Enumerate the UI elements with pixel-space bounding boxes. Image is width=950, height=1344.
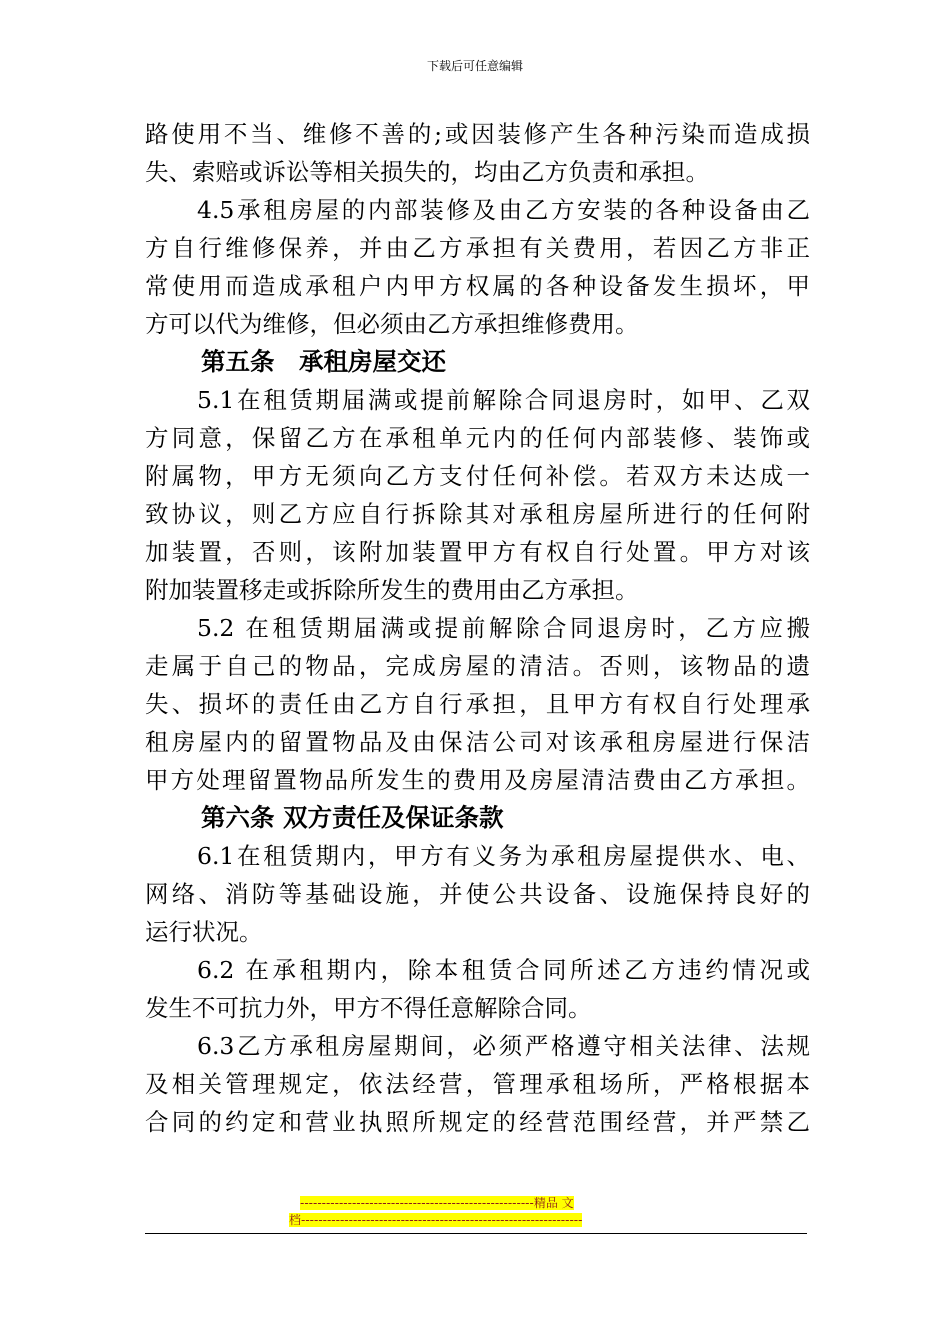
footer-watermark xyxy=(289,1195,661,1229)
text-line: 租房屋内的留置物品及由保洁公司对该承租房屋进行保洁 xyxy=(145,728,810,756)
text-line: 方同意，保留乙方在承租单元内的任何内部装修、装饰或 xyxy=(145,424,810,452)
text-line: 失、索赔或诉讼等相关损失的，均由乙方负责和承担。 xyxy=(145,158,709,186)
text-line: 走属于自己的物品，完成房屋的清洁。否则，该物品的遗 xyxy=(145,652,810,680)
footer-divider xyxy=(145,1233,807,1234)
text-line: 常使用而造成承租户内甲方权属的各种设备发生损坏，甲 xyxy=(145,272,810,300)
text-line: 5.1在租赁期届满或提前解除合同退房时，如甲、乙双 xyxy=(197,386,810,414)
text-line: 合同的约定和营业执照所规定的经营范围经营，并严禁乙 xyxy=(145,1108,810,1136)
text-line: 甲方处理留置物品所发生的费用及房屋清洁费由乙方承担。 xyxy=(145,766,810,794)
text-line: 发生不可抗力外，甲方不得任意解除合同。 xyxy=(145,994,592,1022)
text-line: 4.5承租房屋的内部装修及由乙方安装的各种设备由乙 xyxy=(197,196,810,224)
text-line: 6.1在租赁期内，甲方有义务为承租房屋提供水、电、 xyxy=(197,842,810,870)
section-heading: 第六条 双方责任及保证条款 xyxy=(201,803,504,832)
text-line: 及相关管理规定，依法经营，管理承租场所，严格根据本 xyxy=(145,1070,810,1098)
text-line: 附属物，甲方无须向乙方支付任何补偿。若双方未达成一 xyxy=(145,462,810,490)
text-line: 附加装置移走或拆除所发生的费用由乙方承担。 xyxy=(145,576,639,604)
text-line: 5.2 在租赁期届满或提前解除合同退房时，乙方应搬 xyxy=(197,614,810,642)
text-line: 6.3乙方承租房屋期间，必须严格遵守相关法律、法规 xyxy=(197,1032,810,1060)
footer-line-1: ------------------------------------------------------精品 文 xyxy=(300,1196,574,1210)
page-header-note: 下载后可任意编辑 xyxy=(426,59,523,73)
text-line: 6.2 在承租期内，除本租赁合同所述乙方违约情况或 xyxy=(197,956,810,984)
text-line: 加装置，否则，该附加装置甲方有权自行处置。甲方对该 xyxy=(145,538,810,566)
text-line: 方自行维修保养，并由乙方承担有关费用，若因乙方非正 xyxy=(145,234,810,262)
text-line: 网络、消防等基础设施，并使公共设备、设施保持良好的 xyxy=(145,880,810,908)
text-line: 方可以代为维修，但必须由乙方承担维修费用。 xyxy=(145,310,639,338)
text-line: 运行状况。 xyxy=(145,918,263,946)
document-body xyxy=(145,115,810,1141)
text-line: 致协议，则乙方应自行拆除其对承租房屋所进行的任何附 xyxy=(145,500,810,528)
text-line: 路使用不当、维修不善的;或因装修产生各种污染而造成损 xyxy=(145,120,810,148)
text-line: 失、损坏的责任由乙方自行承担，且甲方有权自行处理承 xyxy=(145,690,810,718)
footer-line-2: 档----------------------------------------------------------------- xyxy=(289,1213,583,1227)
section-heading: 第五条 承租房屋交还 xyxy=(201,347,446,376)
